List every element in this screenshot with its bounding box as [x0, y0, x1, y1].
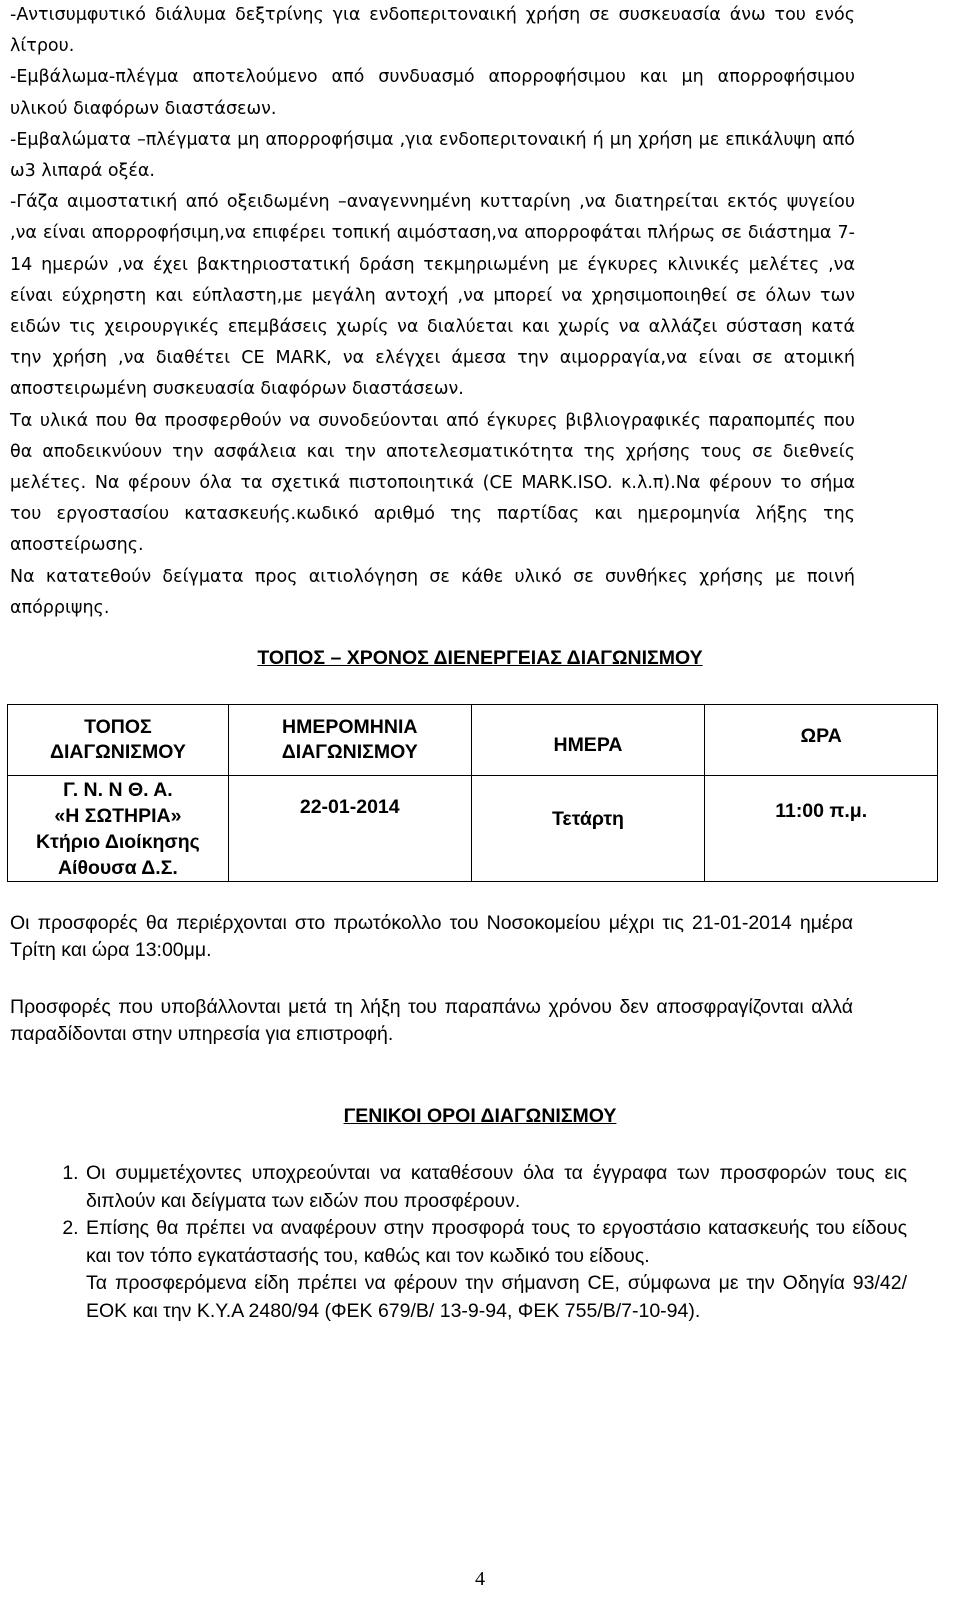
general-terms-list	[30, 1160, 907, 1325]
header-place: ΤΟΠΟΣ ΔΙΑΓΩΝΙΣΜΟΥ	[8, 705, 229, 776]
late-offers-note: Προσφορές που υποβάλλονται μετά τη λήξη του παραπάνω χρόνου δεν αποσφραγίζονται αλλά παραδίδονται στην υπηρεσία για επιστροφή.	[10, 996, 853, 1045]
header-time: ΩΡΑ	[705, 705, 938, 776]
general-terms-heading: ΓΕΝΙΚΟΙ ΟΡΟΙ ΔΙΑΓΩΝΙΣΜΟΥ	[343, 1105, 617, 1127]
schedule-header-row	[8, 705, 938, 776]
list-item: 2. Επίσης θα πρέπει να αναφέρουν στην προσφορά τους το εργοστάσιο κατασκευής του είδους και τον τόπο εγκατάστασής του, καθώς και τον κωδικό του είδους. Τα προσφερόμενα είδη πρέπει να φέρουν την σήμανση CE, σύμφωνα με την Οδηγία 93/42/ΕΟΚ και την Κ.Υ.Α 2480/94 (ΦΕΚ 679/Β/ 13-9-94, ΦΕΚ 755/Β/7-10-94).	[84, 1215, 907, 1325]
header-day: ΗΜΕΡΑ	[471, 705, 705, 776]
submission-deadline-note: Οι προσφορές θα περιέρχονται στο πρωτόκολλο του Νοσοκομείου μέχρι τις 21-01-2014 ημέρα Τρίτη και ώρα 13:00μμ.	[10, 912, 853, 961]
schedule-data-row	[8, 776, 938, 882]
spec-paragraph: Να κατατεθούν δείγματα προς αιτιολόγηση σε κάθε υλικό σε συνθήκες χρήσης με ποινή απόρριψης.	[10, 566, 855, 618]
ce-marking-note: Τα προσφερόμενα είδη πρέπει να φέρουν την σήμανση CE, σύμφωνα με την Οδηγία 93/42/ΕΟΚ και την Κ.Υ.Α 2480/94 (ΦΕΚ 679/Β/ 13-9-94, ΦΕΚ 755/Β/7-10-94).	[86, 1272, 907, 1322]
spec-paragraph: -Εμβάλωμα-πλέγμα αποτελούμενο από συνδυασμό απορροφήσιμου και μη απορροφήσιμου υλικού διαφόρων διαστάσεων.	[10, 67, 855, 119]
specifications-text	[10, 0, 855, 624]
schedule-table	[7, 704, 938, 882]
cell-place: Γ. Ν. Ν Θ. Α. «Η ΣΩΤΗΡΙΑ» Κτήριο Διοίκησης Αίθουσα Δ.Σ.	[8, 776, 229, 882]
cell-time: 11:00 π.μ.	[705, 776, 938, 882]
header-date: ΗΜΕΡΟΜΗΝΙΑ ΔΙΑΓΩΝΙΣΜΟΥ	[228, 705, 471, 776]
page-number: 4	[475, 1568, 485, 1590]
spec-paragraph: Τα υλικά που θα προσφερθούν να συνοδεύονται από έγκυρες βιβλιογραφικές παραπομπές που θα αποδεικνύουν την ασφάλεια και την αποτελεσματικότητα της χρήσης τους σε διεθνείς μελέτες. Να φέρουν όλα τα σχετικά πιστοποιητικά (CE MARK.ISO. κ.λ.π).Να φέρουν το σήμα του εργοστασίου κατασκευής.κωδικό αριθμό της παρτίδας και ημερομηνία λήξης της αποστείρωσης.	[10, 410, 855, 556]
spec-paragraph: -Αντισυμφυτικό διάλυμα δεξτρίνης για ενδοπεριτοναική χρήση σε συσκευασία άνω του ενός λίτρου.	[10, 5, 855, 57]
schedule-heading: ΤΟΠΟΣ – ΧΡΟΝΟΣ ΔΙΕΝΕΡΓΕΙΑΣ ΔΙΑΓΩΝΙΣΜΟΥ	[257, 647, 703, 669]
cell-date: 22-01-2014	[228, 776, 471, 882]
spec-paragraph: -Γάζα αιμοστατική από οξειδωμένη –αναγεννημένη κυτταρίνη ,να διατηρείται εκτός ψυγείου ,να είναι απορροφήσιμη,να επιφέρει τοπική αιμόσταση,να απορροφάται πλήρως σε διάστημα 7-14 ημερών ,να έχει βακτηριοστατική δράση τεκμηριωμένη με έγκυρες κλινικές μελέτες ,να είναι εύχρηστη και εύπλαστη,με μεγάλη αντοχή ,να μπορεί να χρησιμοποιηθεί σε όλων των ειδών τις χειρουργικές επεμβάσεις χωρίς να διαλύεται και χωρίς να αλλάζει σύσταση κατά την χρήση ,να διαθέτει CE MARK, να ελέγχει άμεσα την αιμορραγία,να είναι σε ατομική αποστειρωμένη συσκευασία διαφόρων διαστάσεων.	[10, 192, 855, 400]
cell-day: Τετάρτη	[471, 776, 705, 882]
spec-paragraph: -Εμβαλώματα –πλέγματα μη απορροφήσιμα ,για ενδοπεριτοναική ή μη χρήση με επικάλυψη από ω3 λιπαρά οξέα.	[10, 129, 855, 182]
list-item: 1. Οι συμμετέχοντες υποχρεούνται να καταθέσουν όλα τα έγγραφα των προσφορών τους εις διπλούν και δείγματα των ειδών που προσφέρουν.	[84, 1160, 907, 1215]
